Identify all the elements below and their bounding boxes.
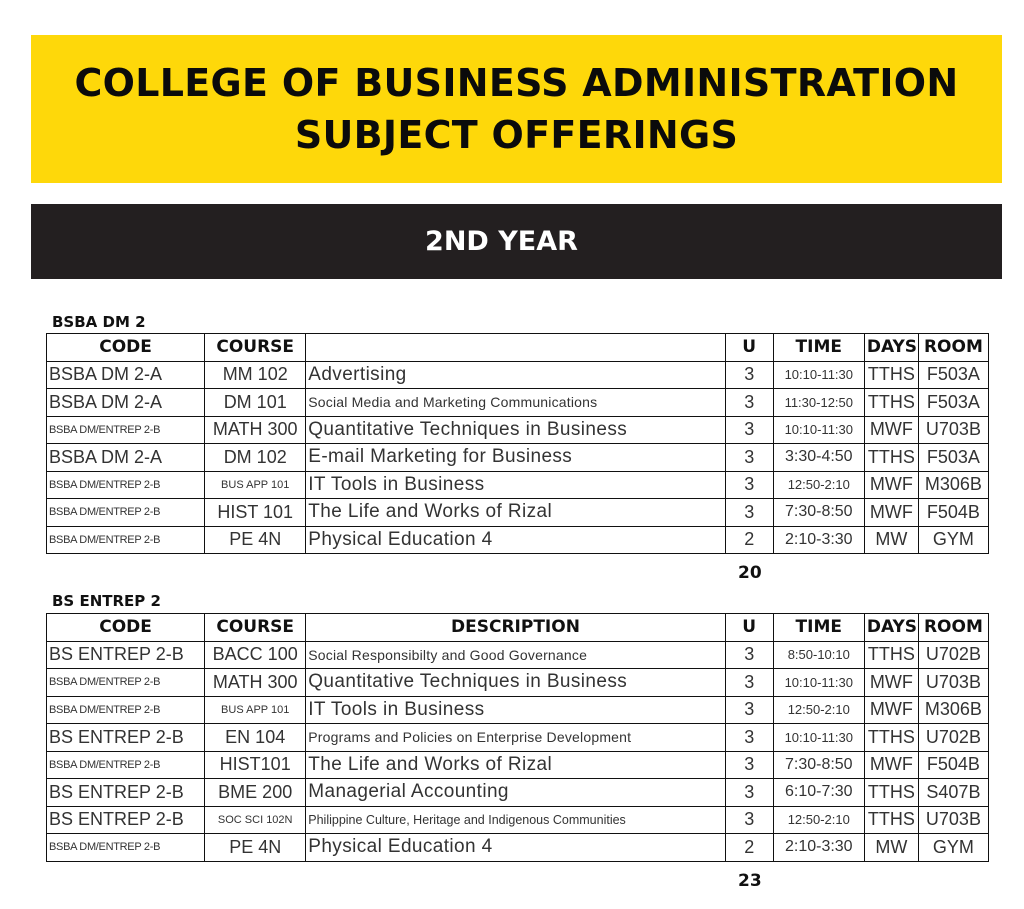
- units-cell: 3: [725, 806, 773, 834]
- time-cell: 2:10-3:30: [773, 834, 864, 862]
- description-cell: The Life and Works of Rizal: [306, 499, 725, 527]
- course-cell: EN 104: [205, 724, 306, 752]
- section-title-bs-entrep: BS ENTREP 2: [52, 592, 161, 610]
- table-row: [47, 416, 989, 444]
- units-cell: 3: [725, 779, 773, 807]
- table-row: [47, 834, 989, 862]
- table-row: [47, 389, 989, 417]
- header-time: TIME: [773, 334, 864, 362]
- description-cell: Advertising: [306, 361, 725, 389]
- description-cell: Programs and Policies on Enterprise Development: [306, 724, 725, 752]
- code-cell: BSBA DM/ENTREP 2-B: [47, 834, 205, 862]
- header-course: COURSE: [205, 614, 306, 642]
- header-code: CODE: [47, 334, 205, 362]
- table-row: [47, 361, 989, 389]
- table-row: [47, 779, 989, 807]
- room-cell: U703B: [918, 669, 988, 697]
- total-units-bs-entrep: 23: [738, 871, 762, 891]
- table-row: [47, 499, 989, 527]
- header-code: CODE: [47, 614, 205, 642]
- total-units-bsba-dm: 20: [738, 563, 762, 583]
- code-cell: BSBA DM 2-A: [47, 361, 205, 389]
- description-cell: The Life and Works of Rizal: [306, 751, 725, 779]
- code-cell: BSBA DM/ENTREP 2-B: [47, 696, 205, 724]
- days-cell: TTHS: [864, 641, 918, 669]
- room-cell: F504B: [918, 499, 988, 527]
- header-room: ROOM: [918, 614, 988, 642]
- description-cell: Quantitative Techniques in Business: [306, 416, 725, 444]
- time-cell: 2:10-3:30: [773, 526, 864, 554]
- units-cell: 3: [725, 416, 773, 444]
- code-cell: BS ENTREP 2-B: [47, 724, 205, 752]
- header-days: DAYS: [864, 334, 918, 362]
- description-cell: Philippine Culture, Heritage and Indigenous Communities: [306, 806, 725, 834]
- description-cell: Social Responsibilty and Good Governance: [306, 641, 725, 669]
- course-cell: HIST101: [205, 751, 306, 779]
- units-cell: 3: [725, 499, 773, 527]
- description-cell: IT Tools in Business: [306, 471, 725, 499]
- units-cell: 2: [725, 526, 773, 554]
- days-cell: TTHS: [864, 779, 918, 807]
- room-cell: U703B: [918, 416, 988, 444]
- code-cell: BSBA DM/ENTREP 2-B: [47, 416, 205, 444]
- description-cell: IT Tools in Business: [306, 696, 725, 724]
- course-cell: MATH 300: [205, 416, 306, 444]
- days-cell: TTHS: [864, 444, 918, 472]
- units-cell: 3: [725, 751, 773, 779]
- days-cell: TTHS: [864, 724, 918, 752]
- description-cell: Social Media and Marketing Communications: [306, 389, 725, 417]
- days-cell: TTHS: [864, 389, 918, 417]
- room-cell: F503A: [918, 444, 988, 472]
- units-cell: 3: [725, 471, 773, 499]
- days-cell: TTHS: [864, 806, 918, 834]
- units-cell: 3: [725, 641, 773, 669]
- days-cell: MWF: [864, 751, 918, 779]
- days-cell: MWF: [864, 696, 918, 724]
- header-description: [306, 334, 725, 362]
- days-cell: MW: [864, 834, 918, 862]
- code-cell: BS ENTREP 2-B: [47, 806, 205, 834]
- schedule-table-bsba-dm: [46, 333, 989, 554]
- course-cell: MATH 300: [205, 669, 306, 697]
- room-cell: M306B: [918, 696, 988, 724]
- course-cell: MM 102: [205, 361, 306, 389]
- description-cell: E-mail Marketing for Business: [306, 444, 725, 472]
- course-cell: SOC SCI 102N: [205, 806, 306, 834]
- days-cell: MWF: [864, 416, 918, 444]
- units-cell: 3: [725, 669, 773, 697]
- section-title-bsba-dm: BSBA DM 2: [52, 313, 146, 331]
- course-cell: DM 101: [205, 389, 306, 417]
- time-cell: 10:10-11:30: [773, 669, 864, 697]
- code-cell: BS ENTREP 2-B: [47, 779, 205, 807]
- table-row: [47, 806, 989, 834]
- table-row: [47, 696, 989, 724]
- year-label: 2ND YEAR: [425, 226, 578, 257]
- room-cell: F504B: [918, 751, 988, 779]
- room-cell: GYM: [918, 834, 988, 862]
- code-cell: BSBA DM 2-A: [47, 444, 205, 472]
- room-cell: U702B: [918, 724, 988, 752]
- description-cell: Physical Education 4: [306, 526, 725, 554]
- code-cell: BSBA DM/ENTREP 2-B: [47, 669, 205, 697]
- room-cell: S407B: [918, 779, 988, 807]
- time-cell: 6:10-7:30: [773, 779, 864, 807]
- code-cell: BSBA DM/ENTREP 2-B: [47, 526, 205, 554]
- time-cell: 10:10-11:30: [773, 724, 864, 752]
- code-cell: BSBA DM/ENTREP 2-B: [47, 751, 205, 779]
- page-title-line1: COLLEGE OF BUSINESS ADMINISTRATION: [74, 61, 959, 105]
- table-row: [47, 751, 989, 779]
- course-cell: BUS APP 101: [205, 471, 306, 499]
- units-cell: 3: [725, 389, 773, 417]
- room-cell: U702B: [918, 641, 988, 669]
- table-row: [47, 641, 989, 669]
- units-cell: 3: [725, 724, 773, 752]
- room-cell: F503A: [918, 389, 988, 417]
- course-cell: HIST 101: [205, 499, 306, 527]
- table-header-row: [47, 334, 989, 362]
- days-cell: MWF: [864, 471, 918, 499]
- time-cell: 7:30-8:50: [773, 499, 864, 527]
- room-cell: F503A: [918, 361, 988, 389]
- room-cell: U703B: [918, 806, 988, 834]
- course-cell: BUS APP 101: [205, 696, 306, 724]
- days-cell: MWF: [864, 499, 918, 527]
- title-banner: [31, 35, 1002, 183]
- units-cell: 3: [725, 361, 773, 389]
- units-cell: 2: [725, 834, 773, 862]
- table-row: [47, 471, 989, 499]
- course-cell: DM 102: [205, 444, 306, 472]
- code-cell: BSBA DM/ENTREP 2-B: [47, 471, 205, 499]
- header-description: DESCRIPTION: [306, 614, 725, 642]
- header-time: TIME: [773, 614, 864, 642]
- time-cell: 10:10-11:30: [773, 416, 864, 444]
- year-bar: [31, 204, 1002, 279]
- time-cell: 10:10-11:30: [773, 361, 864, 389]
- table-header-row: [47, 614, 989, 642]
- description-cell: Managerial Accounting: [306, 779, 725, 807]
- time-cell: 7:30-8:50: [773, 751, 864, 779]
- time-cell: 12:50-2:10: [773, 806, 864, 834]
- code-cell: BSBA DM 2-A: [47, 389, 205, 417]
- header-days: DAYS: [864, 614, 918, 642]
- description-cell: Quantitative Techniques in Business: [306, 669, 725, 697]
- page-title-line2: SUBJECT OFFERINGS: [294, 113, 739, 157]
- time-cell: 12:50-2:10: [773, 471, 864, 499]
- units-cell: 3: [725, 696, 773, 724]
- time-cell: 3:30-4:50: [773, 444, 864, 472]
- code-cell: BSBA DM/ENTREP 2-B: [47, 499, 205, 527]
- table-row: [47, 444, 989, 472]
- course-cell: PE 4N: [205, 834, 306, 862]
- course-cell: PE 4N: [205, 526, 306, 554]
- header-room: ROOM: [918, 334, 988, 362]
- code-cell: BS ENTREP 2-B: [47, 641, 205, 669]
- time-cell: 11:30-12:50: [773, 389, 864, 417]
- days-cell: MW: [864, 526, 918, 554]
- header-units: U: [725, 614, 773, 642]
- days-cell: TTHS: [864, 361, 918, 389]
- time-cell: 8:50-10:10: [773, 641, 864, 669]
- description-cell: Physical Education 4: [306, 834, 725, 862]
- time-cell: 12:50-2:10: [773, 696, 864, 724]
- days-cell: MWF: [864, 669, 918, 697]
- table-row: [47, 669, 989, 697]
- room-cell: GYM: [918, 526, 988, 554]
- room-cell: M306B: [918, 471, 988, 499]
- table-row: [47, 724, 989, 752]
- table-row: [47, 526, 989, 554]
- schedule-table-bs-entrep: [46, 613, 989, 862]
- header-course: COURSE: [205, 334, 306, 362]
- header-units: U: [725, 334, 773, 362]
- course-cell: BACC 100: [205, 641, 306, 669]
- course-cell: BME 200: [205, 779, 306, 807]
- units-cell: 3: [725, 444, 773, 472]
